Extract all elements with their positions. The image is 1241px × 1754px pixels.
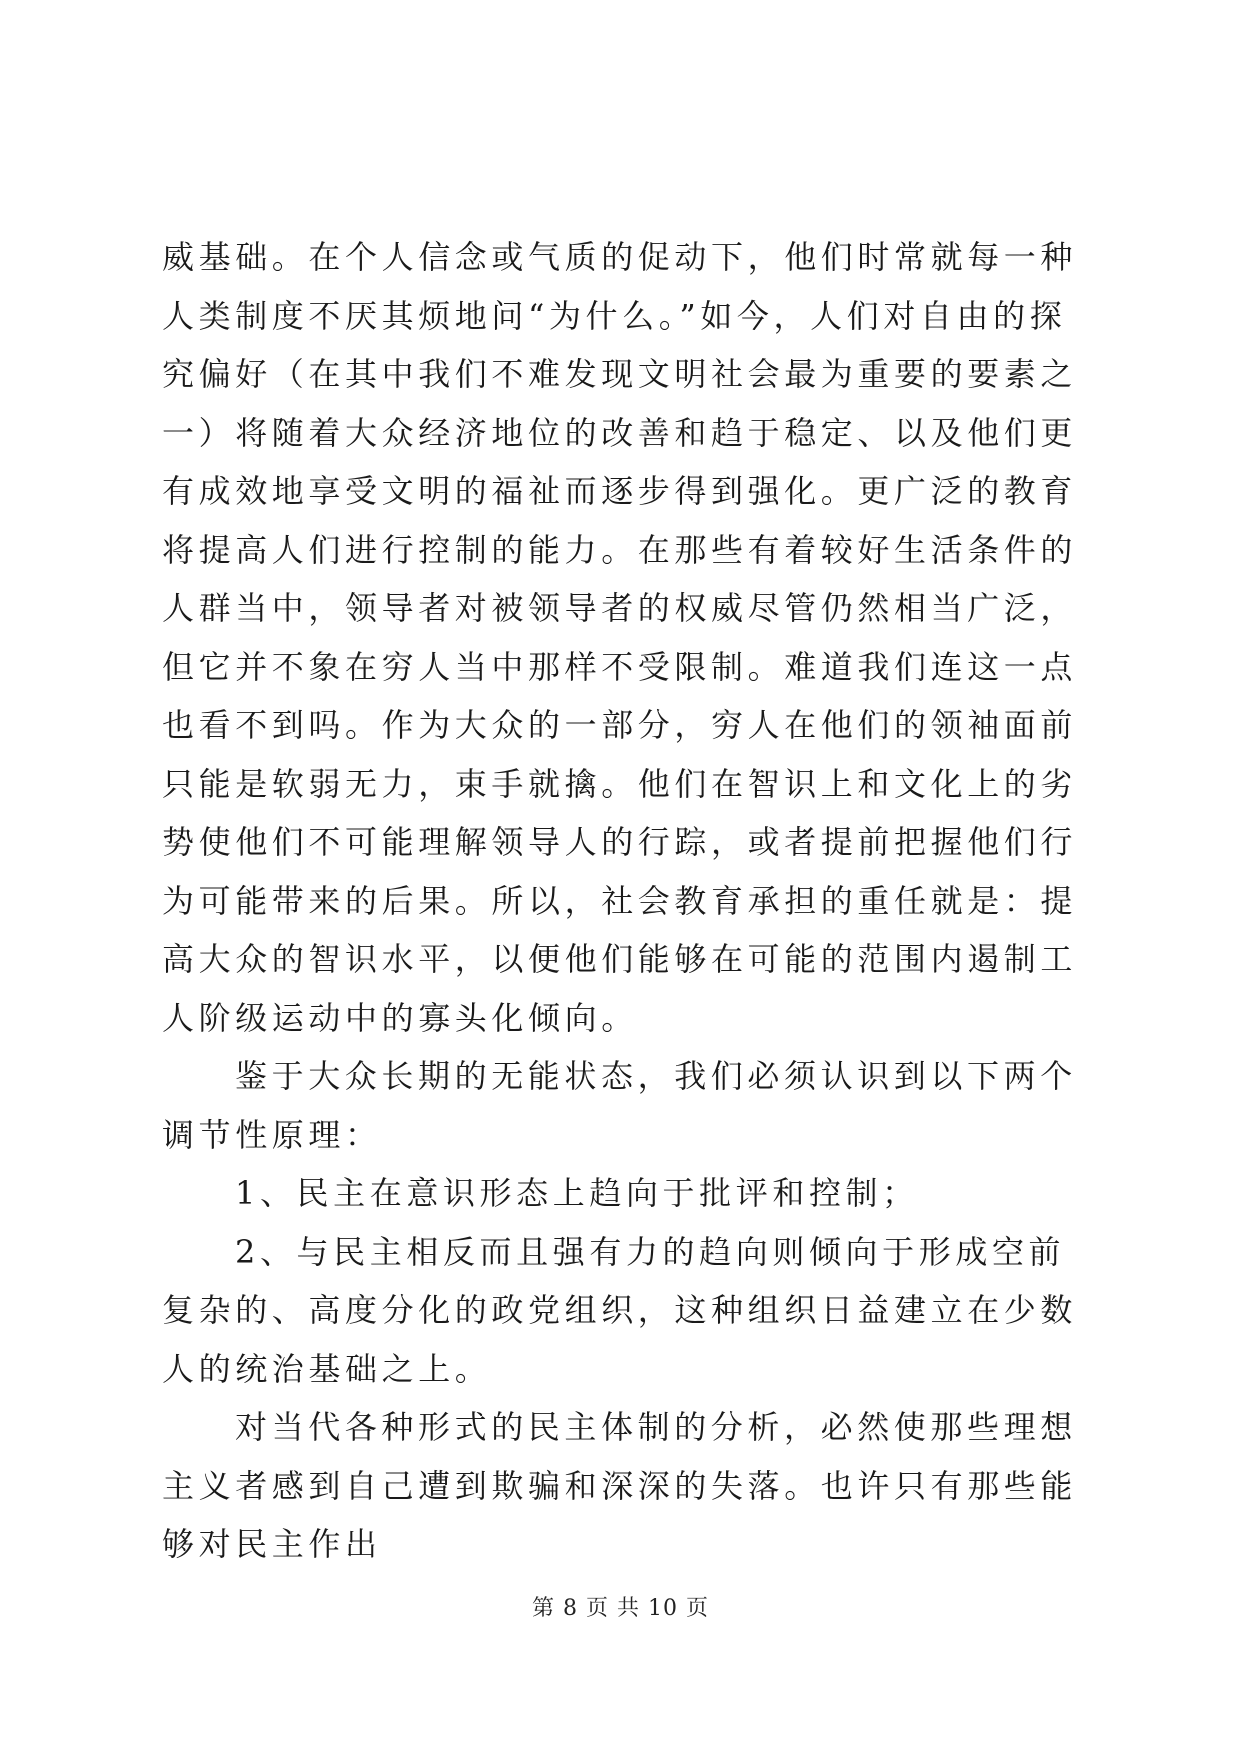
paragraph-analysis: 对当代各种形式的民主体制的分析，必然使那些理想主义者感到自己遭到欺骗和深深的失落。也许只有那些能够对民主作出 (162, 1408, 1078, 1563)
paragraph-continued: 威基础。在个人信念或气质的促动下，他们时常就每一种人类制度不厌其烦地问“为什么。”如今，人们对自由的探究偏好（在其中我们不难发现文明社会最为重要的要素之一）将随着大众经济地位的改善和趋于稳定、以及他们更有成效地享受文明的福祉而逐步得到强化。更广泛的教育将提高人们进行控制的能力。在那些有着较好生活条件的人群当中，领导者对被领导者的权威尽管仍然相当广泛，但它并不象在穷人当中那样不受限制。难道我们连这一点也看不到吗。作为大众的一部分，穷人在他们的领袖面前只能是软弱无力，束手就擒。他们在智识上和文化上的劣势使他们不可能理解领导人的行踪，或者提前把握他们行为可能带来的后果。所以，社会教育承担的重任就是：提高大众的智识水平，以便他们能够在可能的范围内遏制工人阶级运动中的寡头化倾向。 (162, 238, 1078, 1037)
list-item-principle-2: 2、与民主相反而且强有力的趋向则倾向于形成空前复杂的、高度分化的政党组织，这种组织日益建立在少数人的统治基础之上。 (162, 1232, 1078, 1388)
body-text (162, 228, 1080, 1574)
page-number-footer: 第 8 页 共 10 页 (532, 1596, 709, 1621)
list-item-principle-1: 1、民主在意识形态上趋向于批评和控制； (235, 1174, 919, 1212)
paragraph-regulatory-principles: 鉴于大众长期的无能状态，我们必须认识到以下两个调节性原理： (162, 1057, 1077, 1154)
